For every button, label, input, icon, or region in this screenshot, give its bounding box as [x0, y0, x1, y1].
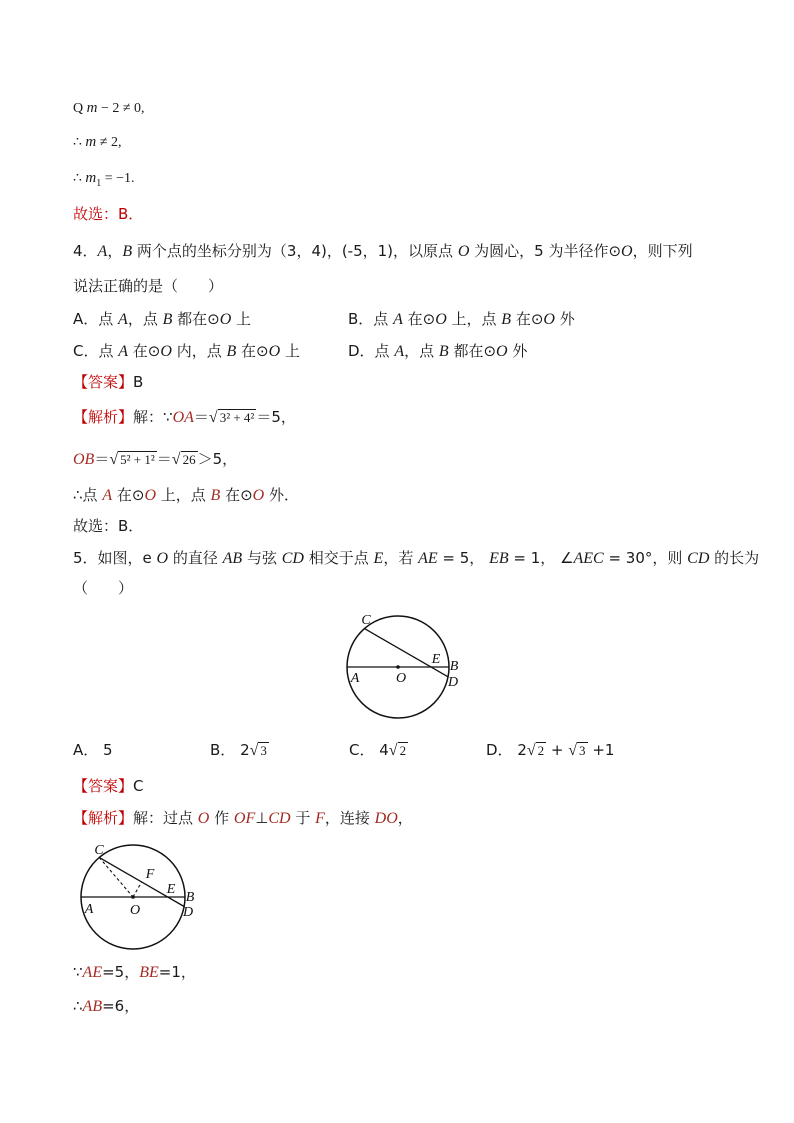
text-run: 上	[231, 310, 252, 328]
label-e: E	[431, 652, 441, 667]
radical-sign: √	[249, 742, 259, 759]
text-run: Q	[73, 101, 87, 116]
text-run: 作	[209, 809, 234, 827]
text-run: = −1.	[101, 171, 135, 186]
square-root	[209, 410, 256, 426]
prev-solution-line-2	[73, 131, 121, 153]
label-b: B	[185, 890, 195, 905]
text-run: （ ）	[73, 579, 134, 597]
text-run: B．	[210, 741, 236, 759]
square-root	[172, 452, 198, 468]
text-run: 上，点	[446, 310, 502, 328]
label-b: B	[449, 659, 459, 674]
section-tag: 【解析】	[73, 408, 134, 426]
label-c: C	[94, 843, 104, 858]
text-run: A．	[73, 741, 99, 759]
math-variable: AE	[82, 964, 103, 981]
math-variable: A	[118, 343, 129, 360]
radicand: 3² + 4²	[219, 410, 255, 425]
q5-option-a	[73, 739, 113, 761]
text-run: 为圆心，5 为半径作⊙	[469, 242, 622, 260]
text-run: ∴	[73, 171, 86, 186]
math-variable: CD	[281, 550, 304, 567]
text-run: 故选：B．	[73, 205, 144, 223]
math-variable: BE	[139, 964, 159, 981]
radical-sign: √	[568, 742, 578, 759]
text-run: 故选：B．	[73, 517, 144, 535]
square-root	[250, 743, 269, 759]
math-variable: O	[621, 243, 633, 260]
q4-option-c	[73, 340, 300, 362]
math-variable: O	[268, 343, 281, 360]
text-run: 都在⊙	[172, 310, 220, 328]
text-run: 于	[290, 809, 316, 827]
q5-option-d	[486, 739, 614, 761]
radicand: 2	[537, 743, 545, 758]
text-run: ＝	[156, 450, 172, 468]
center-point	[131, 895, 135, 899]
math-variable: O	[543, 311, 555, 328]
text-run: ∴	[73, 997, 83, 1015]
math-variable: O	[496, 343, 508, 360]
prev-solution-choice	[73, 203, 143, 225]
text-run: C	[133, 777, 144, 795]
text-run: 外	[507, 342, 528, 360]
label-e: E	[166, 882, 176, 897]
text-run: 4．	[73, 242, 98, 260]
q4-option-b	[348, 308, 575, 330]
text-run: +1	[587, 741, 615, 759]
section-tag: 【答案】	[73, 777, 134, 795]
math-variable: A	[118, 311, 128, 328]
q4-stem-line-2	[73, 275, 223, 297]
text-run: 5．如图，e	[73, 549, 157, 567]
label-c: C	[361, 613, 371, 628]
text-run: 在⊙	[220, 486, 253, 504]
text-run: ＝	[94, 450, 110, 468]
q5-answer	[73, 775, 144, 797]
math-variable: A	[102, 487, 113, 504]
text-run: D．点	[348, 342, 395, 360]
math-variable: AB	[222, 550, 243, 567]
text-run: 上，点	[156, 486, 211, 504]
dashed-segment-of	[133, 882, 142, 897]
section-tag: 【答案】	[73, 373, 134, 391]
label-o: O	[129, 903, 141, 918]
q5-stem-line-2	[73, 577, 133, 599]
math-variable: AEC	[573, 550, 604, 567]
text-run: ，点	[404, 342, 439, 360]
text-run: ∵	[73, 963, 83, 981]
text-run: 在⊙	[236, 342, 269, 360]
text-run: ⊥	[255, 809, 269, 827]
text-run: ，点	[127, 310, 163, 328]
text-run: 在⊙	[128, 342, 161, 360]
prev-solution-line-1	[73, 97, 145, 119]
square-root	[527, 743, 546, 759]
text-run: = 1， ∠	[508, 549, 574, 567]
math-variable: F	[315, 810, 325, 827]
math-variable: B	[501, 311, 512, 328]
math-variable: O	[144, 487, 156, 504]
label-a: A	[84, 902, 94, 917]
text-run: 两个点的坐标分别为（3，4)，(-5，1)，以原点	[132, 242, 458, 260]
radicand: 3	[579, 743, 586, 758]
math-variable: m	[85, 134, 97, 150]
dashed-segment-co	[99, 857, 133, 897]
label-d: D	[447, 675, 459, 690]
label-d: D	[182, 905, 194, 920]
math-variable: CD	[687, 550, 710, 567]
text-run: − 2 ≠ 0,	[97, 101, 145, 116]
math-variable: OA	[172, 409, 194, 426]
math-variable: O	[252, 487, 265, 504]
math-variable: O	[219, 311, 232, 328]
square-root	[568, 743, 587, 759]
math-variable: m	[85, 170, 97, 186]
text-run: ＝5，	[256, 408, 296, 426]
label-o: O	[395, 671, 407, 686]
text-run: ，若	[383, 549, 419, 567]
text-run: D．	[486, 741, 513, 759]
math-variable: DO	[374, 810, 398, 827]
text-run: 说法正确的是（ ）	[73, 277, 224, 295]
q5-analysis-line-2	[73, 961, 196, 983]
q4-analysis-choice	[73, 515, 143, 537]
math-variable: O	[156, 550, 169, 567]
q4-option-d	[348, 340, 527, 362]
math-variable: B	[438, 343, 449, 360]
text-run: +	[546, 741, 569, 759]
text-run: =1，	[158, 963, 196, 981]
math-variable: AE	[418, 550, 438, 567]
text-run: ，则下列	[632, 242, 693, 260]
text-run: = 30°，则	[603, 549, 688, 567]
math-variable: B	[226, 343, 237, 360]
q5-analysis-line-3	[73, 995, 139, 1017]
text-run: A．点	[73, 310, 119, 328]
math-variable: B	[162, 311, 173, 328]
math-variable: O	[160, 343, 172, 360]
math-variable: B	[122, 243, 133, 260]
text-run: C．	[349, 741, 375, 759]
text-run: ，连接	[324, 809, 375, 827]
text-run: 5	[98, 741, 113, 759]
radicand: 5² + 1²	[120, 452, 155, 467]
math-variable: OB	[73, 451, 95, 468]
math-variable: O	[457, 243, 470, 260]
radical-sign: √	[526, 742, 536, 759]
text-run: ∴点	[73, 486, 103, 504]
text-run: =6，	[102, 997, 140, 1015]
text-run: 2	[512, 741, 527, 759]
text-run: 的直径	[168, 549, 223, 567]
text-run: ＞5，	[197, 450, 238, 468]
q4-stem-line-1	[73, 240, 693, 262]
center-point	[396, 665, 400, 669]
text-run: 在⊙	[402, 310, 436, 328]
text-run: 内，点	[171, 342, 227, 360]
radicand: 26	[182, 452, 196, 467]
radical-sign: √	[109, 451, 119, 468]
section-tag: 【解析】	[73, 809, 134, 827]
q5-analysis-line-1	[73, 807, 413, 829]
subscript-index: 1	[96, 177, 102, 189]
text-run: 都在⊙	[448, 342, 497, 360]
label-a: A	[350, 671, 360, 686]
q4-answer	[73, 371, 143, 393]
text-run: B	[133, 373, 144, 391]
square-root	[109, 452, 156, 468]
math-variable: A	[394, 343, 405, 360]
math-variable: CD	[268, 810, 291, 827]
text-run: C．点	[73, 342, 119, 360]
text-run: 2	[235, 741, 250, 759]
text-run: =5，	[102, 963, 140, 981]
text-run: 相交于点	[303, 549, 374, 567]
math-variable: AB	[82, 998, 103, 1015]
q5-option-c	[349, 739, 408, 761]
text-run: 4	[374, 741, 389, 759]
math-variable: A	[393, 311, 403, 328]
text-run: ∴	[73, 135, 86, 150]
radicand: 3	[260, 743, 267, 758]
math-variable: A	[97, 243, 108, 260]
q4-analysis-line-1	[73, 406, 296, 428]
text-run: 在⊙	[511, 310, 544, 328]
q5-option-b	[210, 739, 269, 761]
q4-option-a	[73, 308, 251, 330]
radical-sign: √	[171, 451, 181, 468]
text-run: ＝	[193, 408, 209, 426]
math-variable: E	[373, 550, 384, 567]
math-variable: m	[86, 100, 98, 116]
text-run: 上	[280, 342, 300, 360]
square-root	[389, 743, 408, 759]
text-run: ，	[107, 242, 123, 260]
q4-analysis-line-3	[73, 484, 299, 506]
text-run: 解：过点	[133, 809, 198, 827]
q4-analysis-line-2	[73, 448, 237, 470]
math-variable: OF	[233, 810, 256, 827]
text-run: ≠ 2,	[96, 135, 122, 150]
text-run: 解：∵	[133, 408, 173, 426]
q5-analysis-figure	[75, 835, 205, 960]
text-run: 在⊙	[112, 486, 145, 504]
text-run: 外	[554, 310, 575, 328]
text-run: ，	[397, 809, 413, 827]
text-run: = 5，	[437, 549, 490, 567]
q5-circle-figure	[335, 605, 465, 730]
text-run: 与弦	[242, 549, 282, 567]
radical-sign: √	[388, 742, 398, 759]
math-variable: EB	[489, 550, 509, 567]
q5-stem-line-1	[73, 547, 759, 569]
math-variable: O	[197, 810, 210, 827]
text-run: B．点	[348, 310, 394, 328]
radical-sign: √	[208, 409, 218, 426]
text-run: 的长为	[709, 549, 760, 567]
math-variable: O	[435, 311, 447, 328]
math-variable: B	[210, 487, 221, 504]
radicand: 2	[399, 743, 407, 758]
label-f: F	[145, 867, 155, 882]
text-run: 外．	[264, 486, 300, 504]
prev-solution-line-3	[73, 167, 135, 189]
